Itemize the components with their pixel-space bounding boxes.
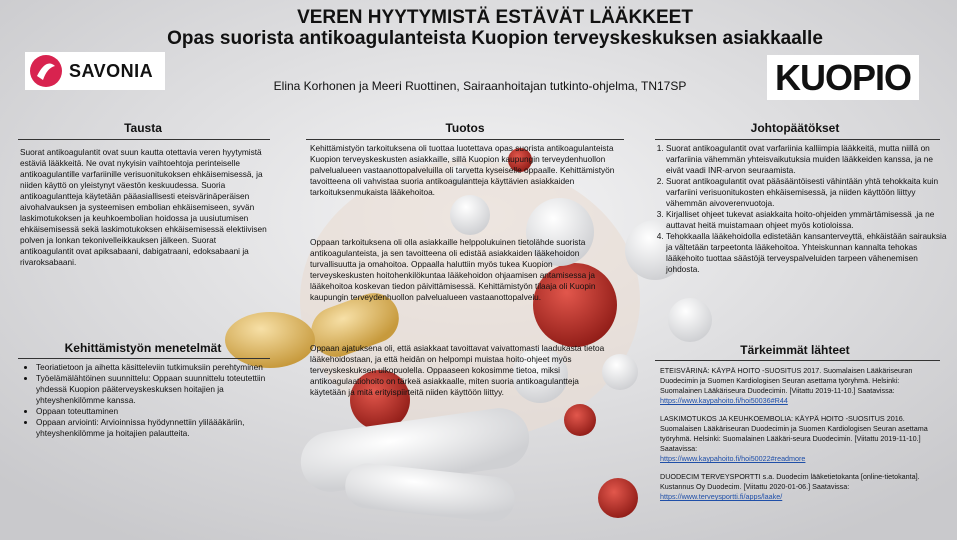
johtopaatokset-divider [655,139,940,140]
lahteet-heading: Tärkeimmät lähteet [740,343,850,357]
reference-link[interactable]: https://www.kaypahoito.fi/hoi50036#R44 [660,396,788,405]
menetelmat-item: • Teoriatietoon ja aihetta käsitteleviin tutkimuksiin perehtyminen [36,362,272,373]
reference-link[interactable]: https://www.terveysportti.fi/apps/laake/ [660,492,783,501]
reference-text: DUODECIM TERVEYSPORTTI s.a. Duodecim lääketietokanta [online-tietokanta]. Kustannus Oy Duodecim. [Viitattu 2020-01-06.] Saatavissa: [660,472,920,491]
menetelmat-list [22,362,272,439]
reference-item [660,366,938,406]
johtopaatokset-item: 4. Tehokkaalla lääkehoidolla edistetään kansanterveyttä, ehkäistään sairauksia ja vältetään tarpeetonta lääkehoitoa. Yhteiskunnan kannalta tehokas lääkehoito tuottaa säästöjä terveyspalveluiden tarpeen vähenemisen johdosta. [666,231,951,275]
tuotos-paragraph-1: Kehittämistyön tarkoituksena oli tuottaa luotettava opas suorista antikoagulanteista Kuopion terveyskeskusten asiakkaille, sillä Kuopion kaupungin terveydenhuollon palvelualueen vastaanottopalveluilla oli tarvetta kyseiselle oppaalle. Kehittämistyön tavoitteena oli vahvistaa suoria antikoagulantteja käyttävien asiakkaiden tarkoituksenmukaista lääkehoitoa. [310,143,615,197]
lahteet-list [660,366,938,510]
savonia-logo-text: SAVONIA [69,60,154,81]
lahteet-divider [655,360,940,361]
reference-item [660,472,938,502]
reference-link[interactable]: https://www.kaypahoito.fi/hoi50022#readmore [660,454,806,463]
johtopaatokset-list [650,143,951,275]
poster-title: VEREN HYYTYMISTÄ ESTÄVÄT LÄÄKKEET [297,7,693,28]
tausta-heading: Tausta [124,121,162,135]
johtopaatokset-item: 2. Suorat antikoagulantit ovat pääsääntöisesti vähintään yhtä tehokkaita kuin varfariini verisuonitukosten ehkäisemisessä, ja niiden käyttöön liittyy vähemmän aivoverenvuotoja. [666,176,951,209]
menetelmat-heading: Kehittämistyön menetelmät [64,341,222,355]
authors-line: Elina Korhonen ja Meeri Ruottinen, Sairaanhoitajan tutkinto-ohjelma, TN17SP [273,79,687,93]
johtopaatokset-item: 1. Suorat antikoagulantit ovat varfariinia kalliimpia lääkkeitä, mutta niillä on varfariinia vähemmän yhteisvaikutuksia muiden lääkkeiden kanssa, ja ne eivät vaadi INR-arvon seuraamista. [666,143,951,176]
savonia-emblem-icon [29,54,63,88]
menetelmat-divider [18,358,270,359]
tuotos-divider [306,139,624,140]
menetelmat-item: • Työelämälähtöinen suunnittelu: Oppaan suunnittelu toteutettiin yhdessä Kuopion pääterveyskeskuksen hoitajien ja yhteyshenkilömme kanssa. [36,373,272,406]
johtopaatokset-heading: Johtopäätökset [750,121,840,135]
tuotos-paragraph-3: Oppaan ajatuksena oli, että asiakkaat tavoittavat vaivattomasti laadukasta tietoa lääkehoidostaan, ja että heidän on helpompi muistaa hoito-ohjeet myös terveyskeskuksen ulkopuolella. Oppaaseen kokosimme tietoa, miksi antikoagulaatiohoito on tärkeä asiakkaalle, miten suoria antikoagulantteja käytetään ja mitä erityispiirteitä niiden käyttöön liittyy. [310,343,605,397]
reference-item [660,414,938,464]
johtopaatokset-item: 3. Kirjalliset ohjeet tukevat asiakkaita hoito-ohjeiden ymmärtämisessä ,ja ne auttavat heitä muistamaan ohjeet myös kotioloissa. [666,209,951,231]
kuopio-logo [767,55,919,100]
poster-subtitle: Opas suorista antikoagulanteista Kuopion terveyskeskuksen asiakkaalle [167,28,823,49]
tausta-divider [18,139,270,140]
reference-text: LASKIMOTUKOS JA KEUHKOEMBOLIA: KÄYPÄ HOITO -SUOSITUS 2016. Suomalaisen Lääkäriseuran Duodecimin ja Suomen Kardiologisen Seuran asettama työryhmä. Helsinki: Suomalainen Lääkäri-seura Duodecimin. [Viitattu 2019-11-10.] Saatavissa: [660,414,928,453]
tuotos-heading: Tuotos [445,121,485,135]
reference-text: ETEISVÄRINÄ: KÄYPÄ HOITO -SUOSITUS 2017. Suomalaisen Lääkäriseuran Duodecimin ja Suomen Kardiologisen Seuran asettama työryhmä. Helsinki: Suomalainen Lääkäriseura Duodecimin. [Viitattu 2019-11-10.] Saatavissa: [660,366,913,395]
menetelmat-item: • Oppaan toteuttaminen [36,406,272,417]
savonia-logo [25,52,165,90]
menetelmat-item: • Oppaan arviointi: Arvioinnissa hyödynnettiin yliläääkäriin, yhteyshenkilömme ja hoitajien palautteita. [36,417,272,439]
kuopio-logo-text: KUOPIO [774,56,911,98]
tausta-text: Suorat antikoagulantit ovat suun kautta otettavia veren hyytymistä estäviä lääkkeitä. Ne ovat nykyisin vaihtoehtoja perinteiselle antikoagulantille varfariinille verisuonitukoksen ehkäisemisessä, ja niiden käyttö on yleistynyt väestön keskuudessa. Suoria antikoagulantteja käytetään pääasiallisesti eteisvärinäperäisen aivohalvauksen ja systeemisen embolian ehkäisemiseen, syvän laskimotukoksen ja keuhkoembolian hoidossa ja uusiutumisen ehkäisemisessä sekä laskimotukoksen ehkäisemisessä elektiivisen polven ja lonkan tekonivelleikkauksen jälkeen. Suorat antikoagulantit ovat apiksabaani, dabigatraani, edoksabaani ja rivaroksabaani. [20,147,267,267]
tuotos-paragraph-2: Oppaan tarkoituksena oli olla asiakkaille helppolukuinen tietolähde suorista antikoagulanteista, ja sen tavoitteena oli edistää asiakkaiden lääkehoidon turvallisuutta ja omahoitoa. Oppaalla haluttiin myös tukea Kuopion terveyskeskusten hoitohenkilökuntaa lääkehoidon ohjaamisen antamisessa ja lääkehoitoa koskevan tiedon päivittämisessä. Kehittämistyön tilaaja oli Kuopin kaupungin terveydenhuollon palvelualueen vastaanottopalvelu. [310,237,596,302]
